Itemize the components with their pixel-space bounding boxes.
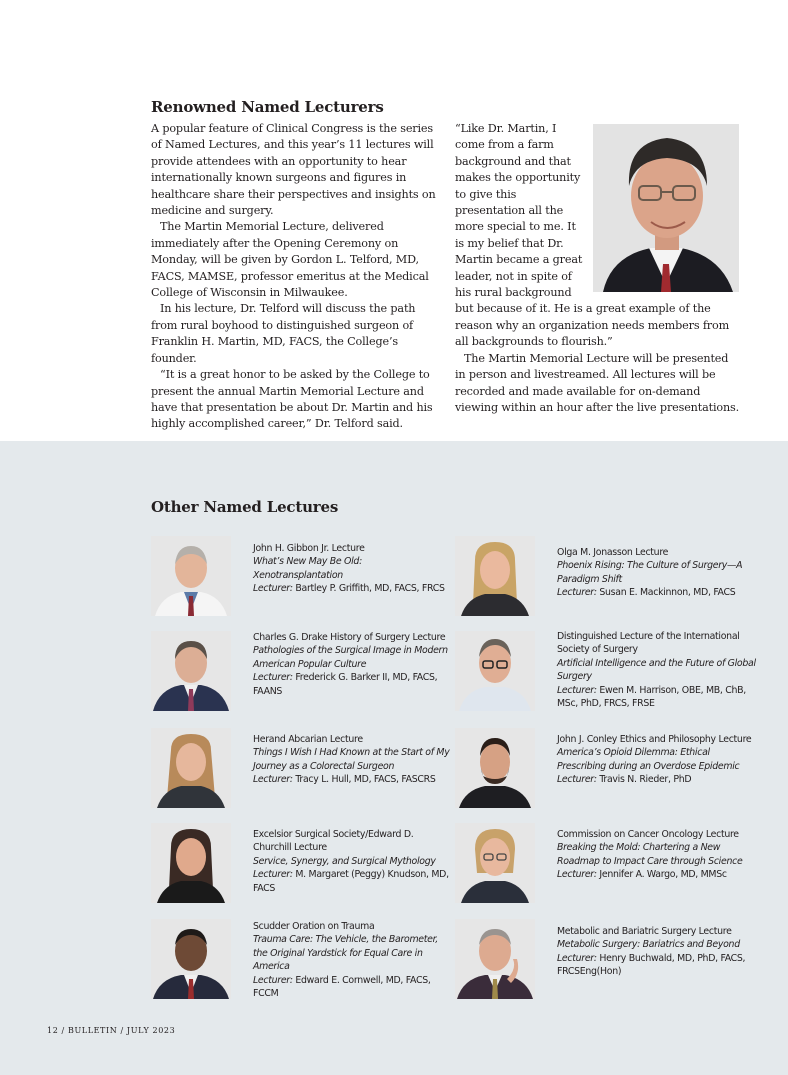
lecturer-name: Edward E. Cornwell, MD, FACS, FCCM [253, 974, 431, 1000]
lecture-entry [557, 733, 757, 787]
lecturer-label: Lecturer: [253, 583, 293, 595]
lecture-name: Distinguished Lecture of the International Society of Surgery [557, 631, 740, 656]
lecture-name: John H. Gibbon Jr. Lecture [253, 543, 365, 554]
lecturer-name: Frederick G. Barker II, MD, FACS, FAANS [253, 672, 438, 697]
telford-portrait-photo [593, 124, 739, 292]
lecture-name: Scudder Oration on Trauma [253, 921, 375, 932]
lecturer-label: Lecturer: [253, 869, 293, 881]
page-footer: 12 / BULLETIN / JULY 2023 [47, 1026, 176, 1035]
lecture-title: What’s New May Be Old: Xenotransplantation [253, 556, 362, 581]
lecturer-line [253, 974, 453, 1001]
lecturer-name: Ewen M. Harrison, OBE, MB, ChB, MSc, PhD, FRCS, FRSE [557, 684, 746, 710]
lecture-name: Charles G. Drake History of Surgery Lecture [253, 632, 446, 643]
lecturer-name: Susan E. Mackinnon, MD, FACS [599, 587, 736, 599]
lecture-name: Herand Abcarian Lecture [253, 734, 363, 745]
lecturer-photo-griffith [151, 536, 231, 616]
lecturer-photo-cornwell [151, 919, 231, 999]
lecture-title: America’s Opioid Dilemma: Ethical Prescribing during an Overdose Epidemic [557, 747, 740, 772]
lecture-title: Pathologies of the Surgical Image in Modern American Popular Culture [253, 645, 448, 670]
paragraph: A popular feature of Clinical Congress is the series of Named Lectures, and this year’s 11 lectures will provide attendees with an opportunity to hear internationally known surgeons and figures in healthcare share their perspectives and insights on medicine and surgery. [151, 122, 436, 218]
lecture-entry [557, 828, 757, 882]
lecturer-label: Lecturer: [557, 684, 597, 696]
lecturer-name: Travis N. Rieder, PhD [599, 774, 692, 786]
section-heading-renowned: Renowned Named Lecturers [151, 98, 384, 116]
lecturer-line [253, 868, 453, 895]
lecturer-photo-hull [151, 728, 231, 808]
lecture-name: Commission on Cancer Oncology Lecture [557, 829, 739, 840]
lecturer-label: Lecturer: [253, 774, 293, 786]
lecturer-photo-harrison [455, 631, 535, 711]
lecturer-line [557, 586, 757, 599]
lecture-entry [253, 733, 453, 787]
lecture-title: Things I Wish I Had Known at the Start of My Journey as a Colorectal Surgeon [253, 747, 450, 772]
lecturer-name: Tracy L. Hull, MD, FACS, FASCRS [295, 774, 436, 786]
lecturer-label: Lecturer: [557, 869, 597, 881]
lecturer-name: Henry Buchwald, MD, PhD, FACS, FRCSEng(Hon) [557, 952, 746, 978]
lecturer-line [557, 952, 757, 979]
lecture-title: Artificial Intelligence and the Future of Global Surgery [557, 657, 756, 683]
lecturer-photo-knudson [151, 823, 231, 903]
lecture-entry [557, 546, 757, 600]
lecture-name: Metabolic and Bariatric Surgery Lecture [557, 926, 732, 937]
article-column-right [455, 121, 739, 416]
paragraph: “It is a great honor to be asked by the College to present the annual Martin Memorial Lecture and have that presentation be about Dr. Martin and his highly accomplished career,” Dr. Telford said. [151, 368, 433, 431]
lecture-entry [253, 542, 453, 596]
section-heading-other: Other Named Lectures [151, 498, 339, 516]
lecturer-line [557, 868, 757, 881]
paragraph: The Martin Memorial Lecture, delivered immediately after the Opening Ceremony on Monday, will be given by Gordon L. Telford, MD, FACS, MAMSE, professor emeritus at the Medical College of Wisconsin in Milwaukee. [151, 220, 429, 300]
lecturer-name: Jennifer A. Wargo, MD, MMSc [599, 869, 727, 881]
lecturer-line [253, 671, 453, 698]
lecturer-line [557, 773, 757, 786]
lecture-title: Metabolic Surgery: Bariatrics and Beyond [557, 939, 740, 951]
lecture-title: Breaking the Mold: Chartering a New Roadmap to Impact Care through Science [557, 842, 743, 867]
lecturer-label: Lecturer: [557, 952, 597, 964]
paragraph: “Like Dr. Martin, I come from a farm background and that makes the opportunity to give this presentation all the more special to me. It is my belief that Dr. Martin became a great leader, not in spite of his rural background but because of it. He is a great example of the reason why an organization needs members from all backgrounds to flourish.” [455, 122, 730, 349]
lecture-name: John J. Conley Ethics and Philosophy Lecture [557, 734, 752, 745]
lecturer-name: Bartley P. Griffith, MD, FACS, FRCS [295, 583, 445, 595]
lecture-entry [557, 925, 757, 979]
lecturer-line [253, 773, 453, 786]
lecture-entry [253, 631, 453, 698]
paragraph: The Martin Memorial Lecture will be presented in person and livestreamed. All lectures will be recorded and made available for on-demand viewing within an hour after the live presentations. [455, 351, 740, 414]
lecturer-photo-wargo [455, 823, 535, 903]
lecture-title: Trauma Care: The Vehicle, the Barometer, the Original Yardstick for Equal Care in America [253, 934, 438, 973]
lecture-name: Excelsior Surgical Society/Edward D. Churchill Lecture [253, 829, 414, 854]
lecturer-photo-mackinnon [455, 536, 535, 616]
lecturer-photo-buchwald [455, 919, 535, 999]
lecturer-label: Lecturer: [557, 774, 597, 786]
paragraph: In his lecture, Dr. Telford will discuss the path from rural boyhood to distinguished surgeon of Franklin H. Martin, MD, FACS, the College’s founder. [151, 302, 416, 365]
lecturer-label: Lecturer: [253, 672, 293, 684]
lecture-title: Service, Synergy, and Surgical Mythology [253, 855, 436, 867]
lecturer-label: Lecturer: [557, 587, 597, 599]
lecture-entry [253, 828, 453, 895]
lecturer-line [557, 684, 757, 711]
lecturer-line [253, 582, 453, 595]
lecture-name: Olga M. Jonasson Lecture [557, 547, 669, 558]
lecturer-label: Lecturer: [253, 974, 293, 986]
lecturer-photo-barker [151, 631, 231, 711]
lecturer-photo-rieder [455, 728, 535, 808]
lecture-entry [253, 920, 453, 1000]
lecturer-name: M. Margaret (Peggy) Knudson, MD, FACS [253, 869, 449, 894]
article-column-left [151, 121, 437, 433]
lecture-title: Phoenix Rising: The Culture of Surgery—A Paradigm Shift [557, 560, 743, 585]
lecture-entry [557, 630, 757, 710]
